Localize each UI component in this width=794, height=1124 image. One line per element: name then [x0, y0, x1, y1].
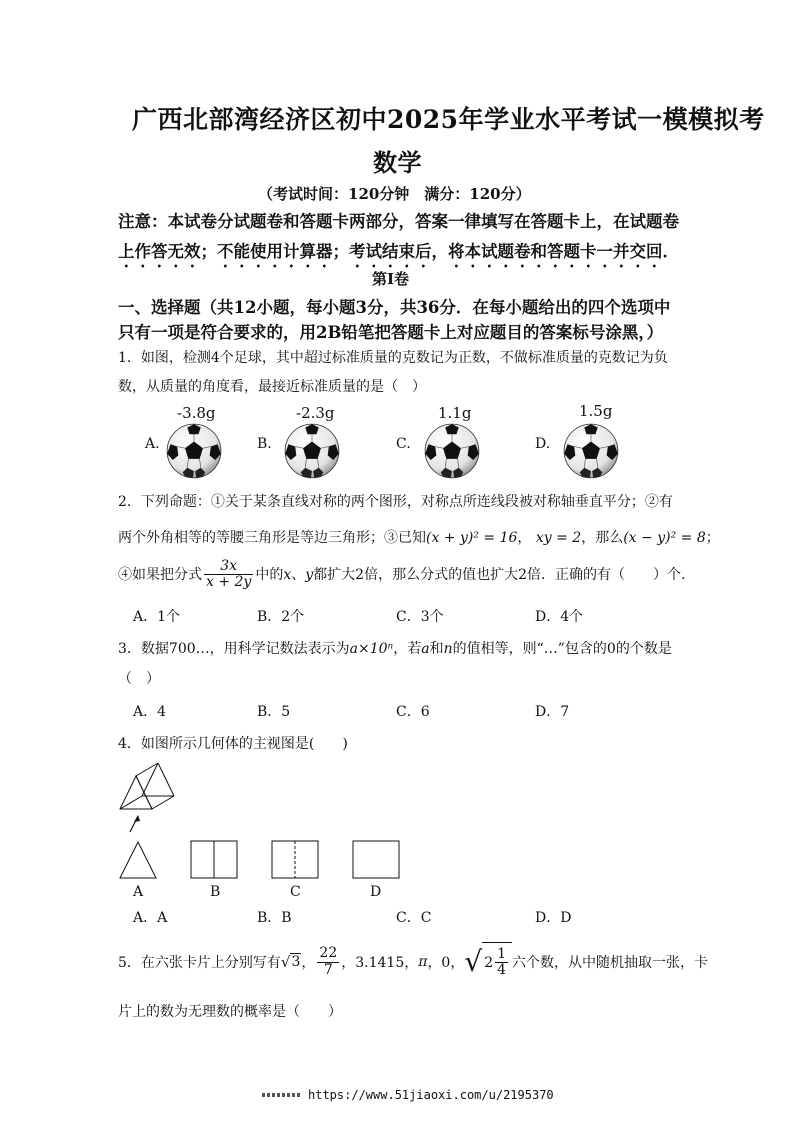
q3-option-c: C．6: [396, 704, 430, 720]
q2-line-3: [118, 559, 685, 591]
q3-line-1-if: ，若: [393, 641, 422, 657]
q2-line-3-mid: 中的: [255, 566, 284, 583]
q5-fraction-denominator: 7: [323, 961, 333, 978]
notice-line-1-text: 注意：本试卷分试题卷和答题卡两部分，答案一律填写在答题卡上，在试题卷: [118, 212, 679, 231]
notice-line-2-text: 上作答无效；不能使用计算器；考试结束后，将本试题卷和答题卡一并交回．: [118, 242, 679, 261]
watermark-logo-icon: [262, 1093, 302, 1097]
q1-option-b-letter: B.: [257, 436, 272, 452]
q1-option-c-weight: 1.1g: [438, 404, 472, 422]
q5-line-1-mid: ，3.1415，: [341, 955, 419, 971]
q4-option-a: A．A: [133, 910, 168, 926]
q4-option-c: C．C: [396, 910, 432, 926]
q5-sqrt-3-arg: 3: [291, 954, 301, 970]
footer-watermark: [262, 1088, 554, 1102]
volume-label: 第Ⅰ卷: [372, 270, 410, 288]
shape-option-b-split-rect: [190, 840, 240, 880]
q1-option-a-weight: -3.8g: [177, 404, 216, 422]
q3-option-d: D．7: [535, 704, 570, 720]
q5-pi: π: [418, 954, 428, 970]
q5-fraction: [317, 946, 339, 978]
shape-option-a-triangle: [118, 840, 160, 880]
q2-line-3-end: 都扩大2倍，那么分式的值也扩大2倍．正确的有（ ）个.: [313, 566, 686, 583]
footer-url[interactable]: https://www.51jiaoxi.com/u/2195370: [308, 1088, 554, 1102]
subject-title: 数学: [373, 148, 422, 177]
q2-option-a: A．1个: [133, 609, 181, 625]
q1-option-b-weight: -2.3g: [296, 404, 335, 422]
q2-line-2-then: ，那么: [581, 530, 624, 546]
q1-line-2: 数，从质量的角度看，最接近标准质量的是（ ）: [118, 379, 426, 395]
q3-line-1-end: 的值相等，则“…”包含的0的个数是: [452, 641, 672, 657]
q1-option-c-letter: C.: [396, 436, 411, 452]
q2-option-d: D．4个: [535, 609, 584, 625]
q1-option-d-weight: 1.5g: [579, 402, 613, 420]
q1-line-1: 1．如图，检测4个足球，其中超过标准质量的克数记为正数，不做标准质量的克数记为负: [118, 350, 668, 366]
soccer-ball-icon: [284, 423, 340, 479]
q4-line-1: 4．如图所示几何体的主视图是( ): [118, 736, 348, 752]
q3-sci-notation: a×10ⁿ: [349, 641, 394, 657]
page-title: 广西北部湾经济区初中2025年学业水平考试一模模拟考: [132, 105, 765, 134]
shape-label-d: D: [370, 884, 382, 900]
q2-line-3-sep: 、: [291, 566, 306, 583]
q2-var-y: y: [305, 566, 314, 583]
q5-sqrt-mixed: [464, 942, 512, 982]
q3-line-1-and: 和: [429, 641, 444, 657]
q2-option-c: C．3个: [396, 609, 444, 625]
q3-line-1-text: 3．数据700…，用科学记数法表示为: [118, 641, 350, 657]
q2-var-x: x: [283, 566, 292, 583]
q5-line-1-zero: ，0，: [427, 955, 465, 971]
q2-line-2-text: 两个外角相等的等腰三角形是等边三角形；③已知: [118, 530, 426, 546]
q3-var-n: n: [443, 641, 453, 657]
q2-fraction-numerator: 3x: [204, 559, 253, 575]
shape-option-c-dashed-rect: [271, 840, 321, 880]
section-heading-line-1: 一、选择题（共12小题，每小题3分，共36分．在每小题给出的四个选项中: [118, 298, 671, 317]
soccer-ball-icon: [424, 423, 480, 479]
q3-var-a: a: [421, 641, 430, 657]
q4-option-d: D．D: [535, 910, 572, 926]
q1-option-d-letter: D.: [535, 436, 551, 452]
notice-line-2: [118, 238, 679, 271]
q5-fraction-numerator: 22: [319, 945, 338, 962]
exam-info: （考试时间：120分钟 满分：120分）: [258, 185, 531, 203]
q5-mixed-denominator: 4: [497, 962, 507, 978]
q5-sqrt-3: [281, 953, 301, 971]
q2-formula-sum-square: (x + y)² = 16: [426, 530, 518, 546]
q5-mixed-whole: 2: [484, 954, 494, 971]
shape-option-d-rect: [352, 840, 402, 880]
q3-option-b: B．5: [257, 704, 291, 720]
radical-sign-icon: √: [280, 953, 291, 971]
q2-fraction: [204, 559, 253, 591]
q1-option-a-letter: A.: [145, 436, 160, 452]
shape-label-b: B: [210, 884, 221, 900]
q2-line-2-end: ；: [705, 530, 720, 546]
q2-separator: ，: [517, 530, 532, 546]
q2-formula-diff-square: (x − y)² = 8: [623, 530, 706, 546]
soccer-ball-icon: [166, 423, 222, 479]
q2-fraction-denominator: x + 2y: [206, 574, 252, 591]
prism-figure: [116, 760, 188, 836]
q5-mixed-fraction: [495, 947, 508, 979]
q4-option-b: B．B: [257, 910, 292, 926]
q5-mixed-numerator: 1: [497, 945, 507, 962]
soccer-ball-icon: [563, 423, 619, 479]
radical-sign-icon: √: [464, 945, 483, 978]
q2-line-1: 2．下列命题：①关于某条直线对称的两个图形，对称点所连线段被对称轴垂直平分；②有: [118, 494, 673, 510]
q2-option-b: B．2个: [257, 609, 305, 625]
q2-line-2: [118, 527, 720, 547]
q5-line-2: 片上的数为无理数的概率是（ ）: [118, 1004, 342, 1020]
q2-line-3-text: ④如果把分式: [118, 566, 202, 583]
q3-line-1: [118, 638, 672, 658]
q3-option-a: A．4: [133, 704, 167, 720]
q2-formula-product: xy = 2: [535, 530, 582, 546]
shape-label-a: A: [133, 884, 144, 900]
q5-line-1: 5．在六张卡片上分别写有 √ 3 ， $\frac{22}{7}$ ，3.1415， π ，0， √ 2 $\frac{1}{4}$ 六个数，从中随机抽取一张，卡: [118, 940, 708, 984]
shape-label-c: C: [290, 884, 301, 900]
q5-line-1-end: 六个数，从中随机抽取一张，卡: [512, 955, 709, 971]
section-heading-line-2: 只有一项是符合要求的，用2B铅笔把答题卡上对应题目的答案标号涂黑，）: [118, 323, 664, 342]
q5-line-1-text: 5．在六张卡片上分别写有: [118, 955, 281, 971]
q5-mixed-number: [482, 942, 512, 982]
notice-line-1: [118, 208, 679, 232]
q3-line-2: （ ）: [118, 671, 160, 687]
